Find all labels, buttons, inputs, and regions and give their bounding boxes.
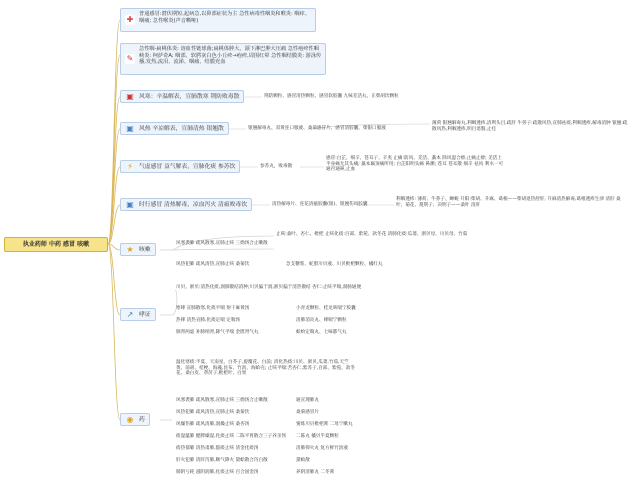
box-icon: ▣ bbox=[126, 124, 134, 133]
box-icon: ▣ bbox=[126, 92, 134, 101]
asthma-cold-drugs: 小青龙颗粒、桂龙咳喘宁胶囊 bbox=[296, 306, 356, 311]
asthma-deficiency-drugs: 蛤蚧定喘丸、七味都气丸 bbox=[296, 330, 347, 335]
box-icon: ▣ bbox=[126, 200, 134, 209]
node-common-cold bbox=[120, 8, 316, 32]
thermometer-icon: ✎ bbox=[126, 54, 134, 63]
drugs-i2d: 通宣理肺丸 bbox=[296, 398, 319, 403]
lightbulb-icon: ◉ bbox=[126, 415, 134, 424]
epidemic-label: 时行感冒 清热解毒，凉血泻火 清瘟败毒饮 bbox=[139, 202, 248, 208]
cough-wind-heat: 风热犯肺 疏风清热,宣肺止咳 桑菊饮 bbox=[176, 262, 250, 267]
asthma-heat-drugs: 清肺消炎丸、哮喘宁颗粒 bbox=[296, 318, 347, 323]
drugs-i4d: 蜜炼川贝枇杷膏 二母宁嗽丸 bbox=[296, 422, 353, 427]
arrow-icon: ↗ bbox=[126, 310, 134, 319]
drugs-i7: 肝火犯肺 清肝泻肺,顺气降火 黛蛤散合泻白散 bbox=[176, 458, 268, 463]
epidemic-drugs: 清热解毒片、连花清瘟胶囊(银)、银翘伤风胶囊 bbox=[272, 202, 368, 207]
node-acute-pharyngitis bbox=[120, 43, 326, 75]
row-wind-cold bbox=[120, 90, 244, 103]
wind-heat-label: 风热 辛凉解表，宣肺清热 银翘散 bbox=[139, 126, 224, 132]
wind-heat-drugs: 银翘解毒丸、双黄连口服液、桑菊感冒片、感冒清胶囊、柴银口服液 bbox=[248, 126, 386, 131]
wind-heat-notes: 薄荷 银翘解毒丸,利咽透疹,清利头目,疏肝 牛蒡子:疏散风热,宣肺祛痰,利咽透疹,解毒消肿 银翘:疏散风热,利咽透疹,明目退翳,止痉 bbox=[432, 121, 628, 132]
qi-deficiency-notes: 感冒:白芷、细辛、苍耳子、辛夷 止痛:防风、羌活、藁本 除风湿合痹,止痛止痹; 羌活上半身痛尤其头痛; 藁本巅顶痛所用; 白芷阳明头痛 鼻渊; 苍耳 苍耳散 细辛 祛风 利水一可通窍通鼻,止血 bbox=[326, 156, 504, 173]
asthma-label: 哮证 bbox=[139, 312, 151, 318]
cough-wind-heat-drugs: 急支糖浆、蛇胆川贝液、川贝枇杷颗粒、橘红丸 bbox=[286, 262, 383, 267]
medicine-icon: ✚ bbox=[126, 15, 134, 24]
asthma-deficiency: 肺肾两虚 补肺纳肾,降气平喘 金匮肾气丸 bbox=[176, 330, 259, 335]
drugs-i5d: 二陈丸 橘贝半夏颗粒 bbox=[296, 434, 339, 439]
acute-pharyngitis-text: 急性咽-扁桃体炎: 溶血性链球菌;扁桃体肿大、颌下淋巴肿大压痛 急性疱疹性咽峡炎: 柯萨奇A; 咽部、软腭灰白色小丘疹→疱疹,周围红晕 急性咽结膜炎: 游泳传播,发热,流泪、流涕、咽痛、结膜充血 bbox=[139, 46, 322, 66]
row-epidemic bbox=[120, 198, 252, 211]
row-cough bbox=[120, 243, 156, 256]
asthma-heat: 热哮 清热宣肺,化痰定喘 定喘汤 bbox=[176, 318, 241, 323]
drugs-i5: 痰湿蕴肺 健脾燥湿,化痰止咳 二陈平胃散合三子养亲汤 bbox=[176, 434, 287, 439]
qi-deficiency-label: 气虚感冒 益气解表，宣肺化痰 参苏饮 bbox=[139, 164, 236, 170]
star-icon: ★ bbox=[126, 245, 134, 254]
drugs-i7d: 黛蛤散 bbox=[296, 458, 310, 463]
asthma-lines: 川贝、浙贝:清热化痰,润肺散结消肿;川贝偏于润,浙贝偏于清热散结 杏仁:止咳平喘,润肠通便 bbox=[176, 285, 362, 290]
cough-dry-sub2: 止咳:桑叶、杏仁、枇杷 止咳化痰:百部、紫菀、款冬花 清肺化痰:瓜蒌、浙贝母、川贝母、竹茹 bbox=[276, 232, 468, 237]
drugs-i2: 风寒袭肺 疏风散寒,宣肺止咳 三拗汤合止嗽散 bbox=[176, 398, 268, 403]
wind-cold-label: 风寒：辛温解表，宣肺散寒 荆防败毒散 bbox=[139, 94, 240, 100]
cough-label: 咳嗽 bbox=[139, 247, 151, 253]
cough-wind-cold: 风寒袭肺 疏风散寒,宣肺止咳 三拗汤合止嗽散 bbox=[176, 241, 268, 246]
common-cold-text: 普通感冒:潜伏期短,起病急,以鼻部症状为主 急性病毒性咽炎和喉炎: 咽痒、 咽痛; 急性喉炎(声音嘶哑) bbox=[139, 11, 310, 24]
drugs-i8d: 养阴清肺丸 二冬膏 bbox=[296, 470, 335, 475]
wind-cold-drugs: 荆防颗粒、感冒清热颗粒、感冒软胶囊 九味羌活丸、正柴胡饮颗粒 bbox=[264, 94, 399, 99]
row-drugs-panel bbox=[120, 413, 150, 426]
lightning-icon: ⚡ bbox=[127, 162, 133, 171]
asthma-cold: 寒哮 宣肺散寒,化痰平喘 射干麻黄汤 bbox=[176, 306, 250, 311]
drugs-i8: 肺阴亏耗 滋阴润肺,化痰止咳 百合固金汤 bbox=[176, 470, 259, 475]
root-node: 执业药师 中药 感冒 咳嗽 bbox=[4, 237, 108, 252]
epidemic-notes: 利咽透疹: 薄荷、牛蒡子、蝉蜕 升阳:柴胡、升麻、葛根——柴胡退热舒肝, 升麻清热解毒,葛根透疹生津 清肝 桑叶、菊花、蔓荆子、决明子——桑叶 清肝 bbox=[396, 197, 621, 208]
drugs-intro: 温化寒痰:半夏、天南星、白芥子,旋覆花、白前; 清化热痰:川贝、浙贝,瓜蒌,竹茹,天竺黄、前胡、桔梗、海藻,昆布、竹沥、海蛤壳; 止咳平喘:苦杏仁,紫苏子,百部、紫菀、款冬花、桑白皮、葶苈子,枇杷叶、白果 bbox=[176, 360, 355, 377]
drugs-panel-label: 药 bbox=[139, 417, 145, 423]
qi-deficiency-drugs: 参苏丸，败毒散 bbox=[260, 164, 293, 169]
drugs-i4: 风燥伤肺 疏风清肺,润燥止咳 桑杏汤 bbox=[176, 422, 250, 427]
row-qi-deficiency bbox=[120, 160, 240, 173]
drugs-i6: 痰热郁肺 清热肃肺,豁痰止咳 清金化痰汤 bbox=[176, 446, 259, 451]
drugs-i3: 风热犯肺 疏风清热,宣肺止咳 桑菊饮 bbox=[176, 410, 250, 415]
drugs-i3d: 桑菊感冒片 bbox=[296, 410, 319, 415]
drugs-i6d: 清肺抑火丸 复方鲜竹沥液 bbox=[296, 446, 348, 451]
row-wind-heat bbox=[120, 122, 229, 135]
row-asthma bbox=[120, 308, 156, 321]
